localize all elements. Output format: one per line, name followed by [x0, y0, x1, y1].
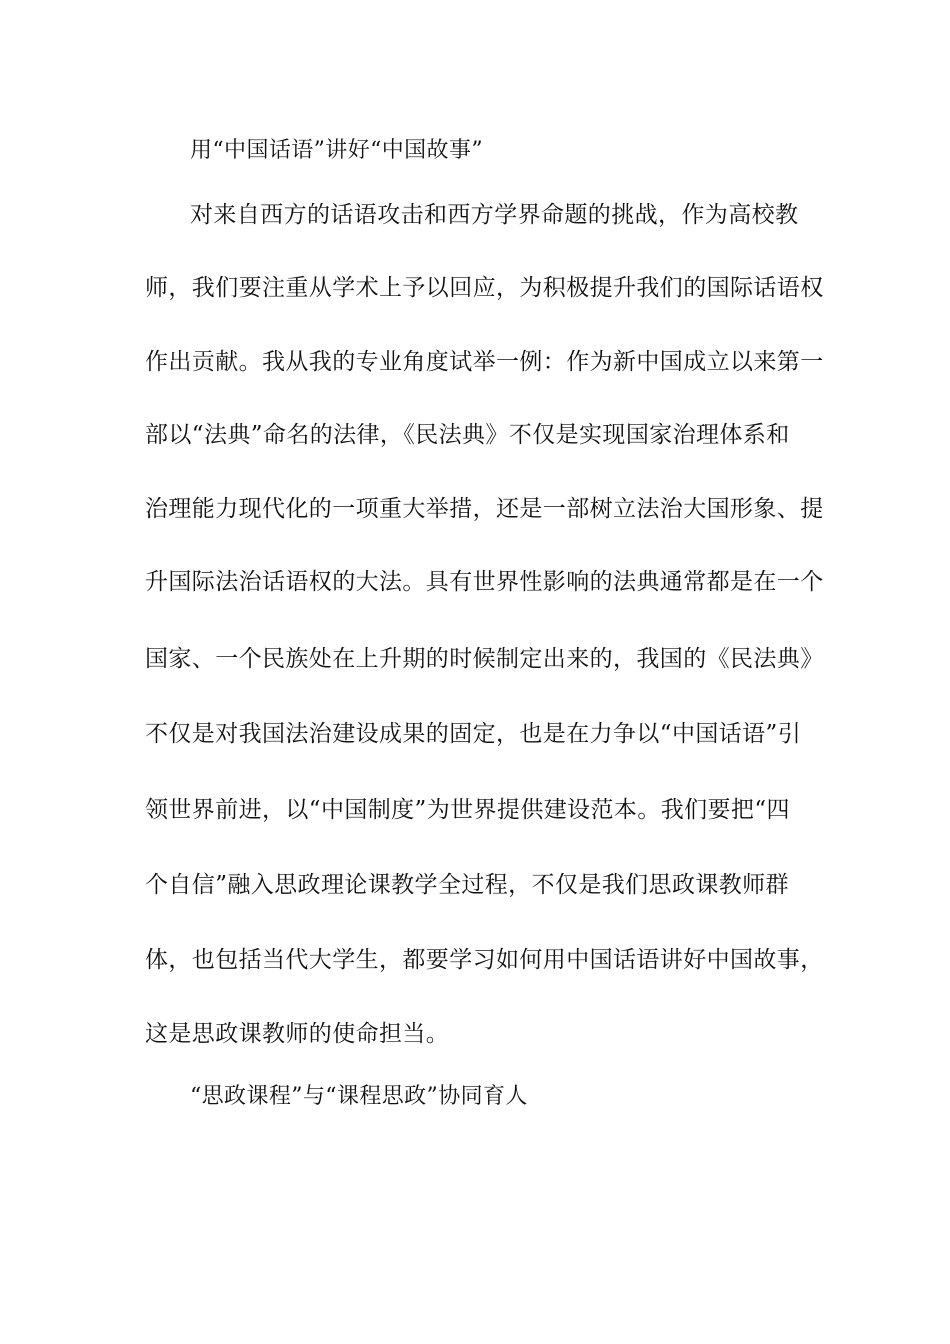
paragraph-line-9: 领世界前进，以“中国制度”为世界提供建设范本。我们要把“四: [145, 797, 790, 823]
section-heading-1: 用“中国话语”讲好“中国故事”: [190, 138, 483, 163]
paragraph-line-2: 师，我们要注重从学术上予以回应，为积极提升我们的国际话语权: [145, 275, 824, 301]
paragraph-line-4: 部以“法典”命名的法律，《民法典》不仅是实现国家治理体系和: [145, 422, 790, 448]
paragraph-line-7: 国家、一个民族处在上升期的时候制定出来的，我国的《民法典》: [145, 646, 824, 672]
paragraph-line-10: 个自信”融入思政理论课教学全过程，不仅是我们思政课教师群: [145, 872, 789, 898]
section-heading-2: “思政课程”与“课程思政”协同育人: [190, 1084, 528, 1109]
paragraph-line-6: 升国际法治话语权的大法。具有世界性影响的法典通常都是在一个: [145, 569, 824, 595]
paragraph-line-5: 治理能力现代化的一项重大举措，还是一部树立法治大国形象、提: [145, 496, 824, 522]
paragraph-line-1: 对来自西方的话语攻击和西方学界命题的挑战，作为高校教: [190, 202, 799, 228]
paragraph-line-3: 作出贡献。我从我的专业角度试举一例：作为新中国成立以来第一: [145, 349, 824, 375]
paragraph-line-11: 体，也包括当代大学生，都要学习如何用中国话语讲好中国故事，: [145, 947, 824, 973]
paragraph-line-12: 这是思政课教师的使命担当。: [145, 1021, 450, 1047]
paragraph-line-8: 不仅是对我国法治建设成果的固定，也是在力争以“中国话语”引: [145, 721, 802, 747]
